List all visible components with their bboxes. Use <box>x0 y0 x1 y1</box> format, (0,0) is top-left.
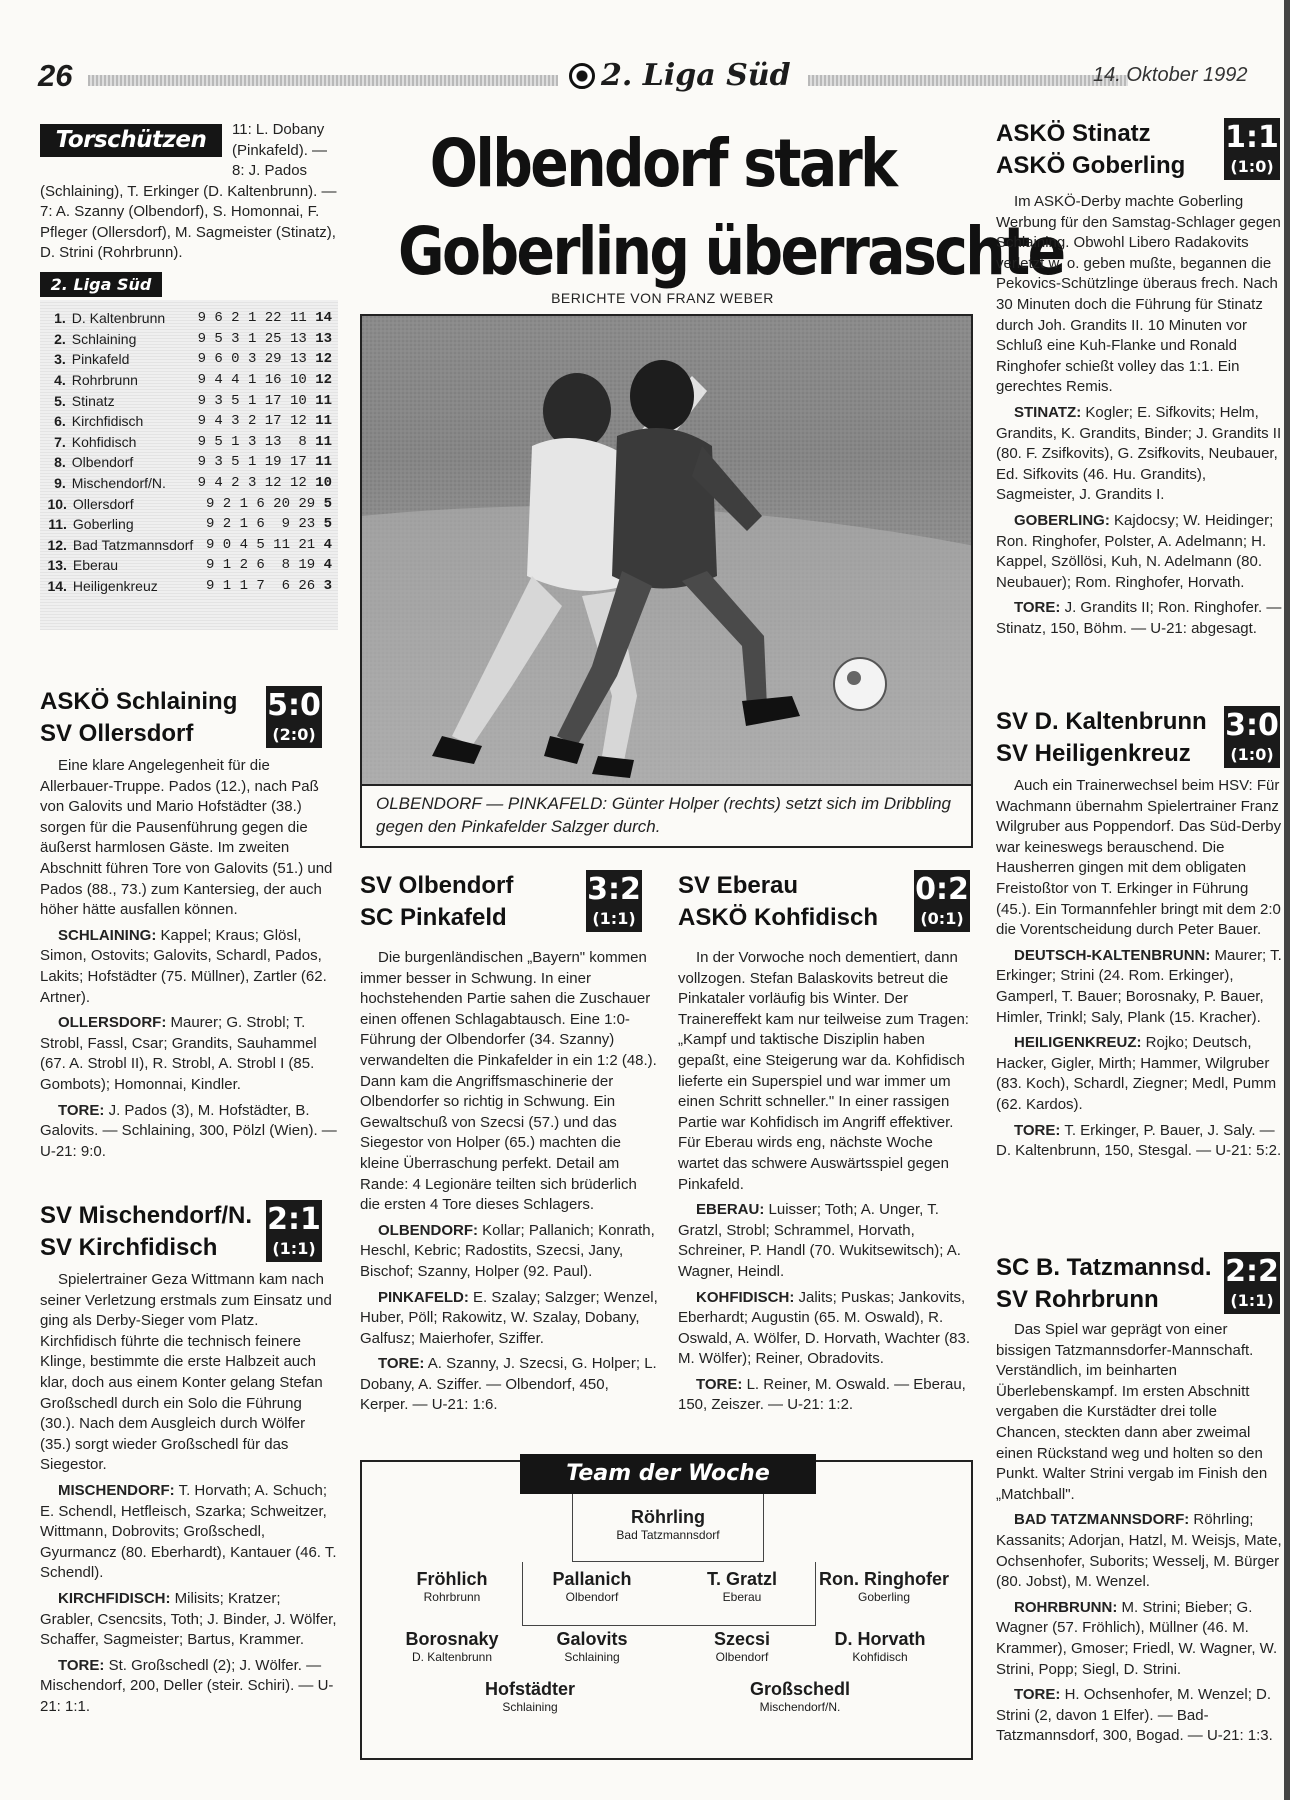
report-body: Das Spiel war geprägt von einer bissigen Tatzmannsdorfer-Mannschaft. Verständlich, im beinharten Überlebenskampf. Im ersten Abschnitt vergaben die Kurstädter drei tolle Chancen, steckten dann aber zweimal einen Rückstand weg und holten so den Punkt. Walter Strini vergab im Finish den „Matchball". <box>996 1321 1268 1503</box>
standings-stats: 9 2 1 6 20 29 5 <box>205 495 332 512</box>
section-label: 2. Liga Süd <box>601 58 791 93</box>
goals-line: TORE: J. Pados (3), M. Hofstädter, B. Galovits. — Schlaining, 300, Pölzl (Wien). — U-21: 9:0. <box>40 1101 337 1160</box>
player-slot: Fröhlich Rohrbrunn <box>416 1569 488 1604</box>
standings-row <box>46 452 332 473</box>
standings-rank: 6. <box>54 413 66 430</box>
standings-row <box>46 308 332 329</box>
match-teams: SV Eberau ASKÖ Kohfidisch <box>678 872 879 931</box>
standings-rank: 14. <box>47 578 67 595</box>
lineup-home: EBERAU: Luisser; Toth; A. Unger, T. Gratzl, Strobl; Schrammel, Horvath, Schreiner, P. Handl (70. Wukitsewitsch); A. Wagner, Heindl. <box>678 1201 961 1280</box>
standings-stats: 9 1 2 6 8 19 4 <box>205 557 332 574</box>
standings-team: Goberling <box>72 516 134 533</box>
standings-team: Eberau <box>72 557 119 574</box>
match-report-schlaining <box>40 756 338 1196</box>
binding-edge <box>1284 0 1290 1800</box>
standings-row <box>46 576 332 597</box>
standings-table <box>40 300 338 630</box>
standings-stats: 9 6 2 1 22 11 14 <box>197 310 332 327</box>
issue-date: 14. Oktober 1992 <box>1093 64 1248 86</box>
standings-team: Heiligenkreuz <box>72 578 158 595</box>
standings-rank: 3. <box>54 351 66 368</box>
standings-team: Olbendorf <box>71 454 134 471</box>
goals-line: TORE: A. Szanny, J. Szecsi, G. Holper; L. Dobany, A. Sziffer. — Olbendorf, 450, Kerper. — U-21: 1:6. <box>360 1355 657 1414</box>
lineup-away: KIRCHFIDISCH: Milisits; Kratzer; Grabler, Csencsits, Toth; J. Binder, J. Wölfer, Schaffer, Sagmeister; Bartus, Krammer. <box>40 1589 337 1649</box>
standings-stats: 9 2 1 6 9 23 5 <box>205 516 332 533</box>
standings-stats: 9 3 5 1 17 10 11 <box>197 392 332 409</box>
lineup-home: BAD TATZMANNSDORF: Röhrling; Kassanits; Adorjan, Hatzl, M. Weisjs, Mate, Ochsenhofer, Suborits; Wesselj, M. Bürger (80. Jobst), M. Wenzel. <box>996 1511 1282 1591</box>
player-slot: Borosnaky D. Kaltenbrunn <box>405 1629 499 1664</box>
match-report-mischendorf <box>40 1270 338 1770</box>
header-rule-right <box>808 75 1128 86</box>
report-body: Auch ein Trainerwechsel beim HSV: Für Wachmann übernahm Spielertrainer Franz Wilgruber aus Poppendorf. Das Süd-Derby war keineswegs berauschend. Die Hausherren gingen mit dem obligaten Freistoßtor von T. Erkinger in Führung (45.). Ein Tormannfehler bringt mit dem 2:0 die Vorentscheidung durch Peter Bauer. <box>996 777 1282 939</box>
lineup-home: MISCHENDORF: T. Horvath; A. Schuch; E. Schendl, Hetfleisch, Szarka; Schweitzer, Wittmann, Dobrovits; Großschedl, Gyurmancz (80. Eberhardt), Kantauer (46. T. Schendl). <box>40 1481 337 1582</box>
match-teams: ASKÖ Schlaining SV Ollersdorf <box>40 688 238 747</box>
standings-row <box>46 411 332 432</box>
match-teams: SV D. Kaltenbrunn SV Heiligenkreuz <box>996 708 1207 767</box>
goals-line: TORE: L. Reiner, M. Oswald. — Eberau, 150, Zeiszer. — U-21: 1:2. <box>678 1375 966 1414</box>
standings-stats: 9 0 4 5 11 21 4 <box>205 536 332 553</box>
lineup-away: PINKAFELD: E. Szalay; Salzger; Wenzel, Huber, Pöll; Rakowitz, W. Szalay, Dobany, Galfusz; Maierhofer, Sziffer. <box>360 1288 658 1347</box>
player-slot: Szecsi Olbendorf <box>713 1629 771 1664</box>
standings-rank: 9. <box>54 475 66 492</box>
section-title <box>569 58 791 93</box>
standings-team: D. Kaltenbrunn <box>71 310 166 327</box>
standings-team: Rohrbrunn <box>71 372 138 389</box>
team-der-woche-title: Team der Woche <box>520 1454 816 1494</box>
standings-row <box>46 473 332 494</box>
player-slot: D. Horvath Kohfidisch <box>834 1629 926 1664</box>
player-slot: T. Gratzl Eberau <box>706 1569 777 1604</box>
match-report-eberau <box>678 948 974 1448</box>
standings-stats: 9 4 3 2 17 12 11 <box>197 413 332 430</box>
standings-team: Stinatz <box>71 392 115 409</box>
lineup-home: DEUTSCH-KALTENBRUNN: Maurer; T. Erkinger; Strini (24. Rom. Erkinger), Gamperl, T. Bauer; Borosnaky, P. Bauer, Himler, Trinkl; Saly, Plank (15. Kracher). <box>996 946 1282 1026</box>
match-header-eberau <box>678 870 976 934</box>
standings-row <box>46 432 332 453</box>
standings-rank: 2. <box>54 330 66 347</box>
lineup-away: HEILIGENKREUZ: Rojko; Deutsch, Hacker, Gigler, Mirth; Hammer, Wilgruber (83. Koch), Schardl, Ziegner; Medl, Pumm (62. Kardos). <box>996 1034 1277 1113</box>
standings-stats: 9 5 1 3 13 8 11 <box>197 433 332 450</box>
lineup-home: SCHLAINING: Kappel; Kraus; Glösl, Simon, Ostovits; Galovits, Schardl, Pados, Lakits; Hofstädter (75. Müllner), Zartler (62. Artner). <box>40 926 327 1006</box>
report-body: Eine klare Angelegenheit für die Allerbauer-Truppe. Pados (12.), nach Paß von Galovits und Mario Hofstädter (38.) sorgen für die Pausenführung gegen die äußerst harmlosen Gäste. Im zweiten Abschnitt führen Tore von Galovits (51.) und Pados (88., 73.) zum Kantersieg, der auch höher hätte ausfallen können. <box>40 757 333 919</box>
match-teams: SV Mischendorf/N. SV Kirchfidisch <box>40 1202 253 1261</box>
report-body: Spielertrainer Geza Wittmann kam nach seiner Verletzung erstmals zum Einsatz und ging als Derby-Sieger vom Platz. Kirchfidisch führte die technisch feinere Klinge, bestimmte die erste Halbzeit auch klar, doch aus einem Konter gelang Stefan Großschedl durch ein Solo die Führung (30.). Nach dem Ausgleich durch Wölfer (35.) sorgt wieder Großschedl für das Siegestor. <box>40 1271 332 1474</box>
page-header <box>38 58 1290 98</box>
match-report-olbendorf <box>360 948 658 1448</box>
goals-line: TORE: H. Ochsenhofer, M. Wenzel; D. Strini (2, davon 1 Elfer). — Bad-Tatzmannsdorf, 300, Bogad. — U-21: 1:3. <box>996 1686 1273 1745</box>
player-slot: Röhrling Bad Tatzmannsdorf <box>616 1507 720 1542</box>
standings-stats: 9 4 4 1 16 10 12 <box>197 372 332 389</box>
report-body: Die burgenländischen „Bayern" kommen immer besser in Schwung. In einer hochstehenden Partie sahen die Zuschauer einen offenen Schlagabtausch. Eine 1:0-Führung der Olbendorfer (34. Szanny) verwandelten die Pinkafelder in ein 1:2 (48.). Dann kam die Angriffsmaschinerie der Olbendorfer so richtig in Schwung. Ein Gewaltschuß von Szecsi (57.) und das Siegestor von Holper (65.) machten die kleine Überraschung perfekt. Detail am Rande: 4 Legionäre teilten sich brüderlich die ersten 4 Tore dieses Schlagers. <box>360 949 657 1214</box>
match-teams: SV Olbendorf SC Pinkafeld <box>360 872 514 931</box>
standings-row <box>46 555 332 576</box>
main-headline: Olbendorf stark Goberling überraschte <box>398 125 1064 290</box>
torschuetzen-text: 11: L. Dobany (Pinkafeld). — 8: J. Pados (Schlaining), T. Erkinger (D. Kaltenbrunn). — 7: A. Szanny (Olbendorf), S. Homonnai, F. Pfleger (Ollersdorf), M. Sagmeister (Stinatz), D. Strini (Rohrbrunn). <box>40 121 337 261</box>
standings-rank: 13. <box>47 557 67 574</box>
standings-row <box>46 493 332 514</box>
standings-rank: 11. <box>48 516 67 533</box>
goals-line: TORE: St. Großschedl (2); J. Wölfer. — Mischendorf, 200, Deller (steir. Schiri). — U-21: 1:1. <box>40 1656 334 1715</box>
score-badge: 3:2 (1:1) <box>586 870 642 932</box>
match-header-kaltenbrunn <box>996 706 1288 770</box>
match-report-stinatz <box>996 192 1282 682</box>
score-badge: 3:0 (1:0) <box>1224 706 1280 768</box>
match-report-kaltenbrunn <box>996 776 1282 1246</box>
standings-team: Kirchfidisch <box>71 413 144 430</box>
standings-stats: 9 4 2 3 12 12 10 <box>197 475 332 492</box>
player-slot: Galovits Schlaining <box>556 1629 628 1664</box>
goals-line: TORE: J. Grandits II; Ron. Ringhofer. — Stinatz, 150, Böhm. — U-21: abgesagt. <box>996 599 1282 637</box>
torschuetzen-title: Torschützen <box>40 124 222 157</box>
standings-team: Ollersdorf <box>72 495 134 512</box>
header-rule-left <box>88 75 558 86</box>
standings-row <box>46 349 332 370</box>
match-photo <box>360 314 973 786</box>
football-players-photo <box>362 316 973 786</box>
lineup-away: GOBERLING: Kajdocsy; W. Heidinger; Ron. Ringhofer, Polster, A. Adelmann; H. Kappel, Szöllösi, Kuh, N. Adelmann (80. Neubauer); Rom. Ringhofer, Horvath. <box>996 511 1274 591</box>
standings-row <box>46 370 332 391</box>
standings-row <box>46 514 332 535</box>
lineup-away: OLLERSDORF: Maurer; G. Strobl; T. Strobl, Fassl, Csar; Grandits, Sauhammel (67. A. Strobl II), R. Strobl, A. Strobl I (85. Gombots); Homonnai, Kindler. <box>40 1014 317 1093</box>
standings-title: 2. Liga Süd <box>40 272 162 297</box>
standings-rank: 12. <box>47 536 67 553</box>
match-teams: ASKÖ Stinatz ASKÖ Goberling <box>996 120 1186 179</box>
photo-caption: OLBENDORF — PINKAFELD: Günter Holper (rechts) setzt sich im Dribbling gegen den Pinkafelder Salzger durch. <box>360 786 973 848</box>
player-slot: Ron. Ringhofer Goberling <box>819 1569 949 1604</box>
standings-team: Pinkafeld <box>71 351 130 368</box>
standings-row <box>46 535 332 556</box>
standings-team: Mischendorf/N. <box>71 475 166 492</box>
standings-stats: 9 5 3 1 25 13 13 <box>197 330 332 347</box>
standings-team: Schlaining <box>71 330 137 347</box>
score-badge: 2:2 (1:1) <box>1224 1252 1280 1314</box>
player-slot: Großschedl Mischendorf/N. <box>749 1679 851 1714</box>
lineup-home: STINATZ: Kogler; E. Sifkovits; Helm, Grandits, K. Grandits, Binder; J. Grandits II (80. F. Zsifkovits), G. Zsifkovits, Neubauer, Ed. Sifkovits (46. Hu. Grandits), Sagmeister, J. Grandits I. <box>996 403 1282 504</box>
score-badge: 0:2 (0:1) <box>914 870 970 932</box>
score-badge: 2:1 (1:1) <box>266 1200 322 1262</box>
standings-rank: 4. <box>54 372 66 389</box>
standings-row <box>46 329 332 350</box>
standings-stats: 9 1 1 7 6 26 3 <box>205 578 332 595</box>
lineup-away: ROHRBRUNN: M. Strini; Bieber; G. Wagner (57. Fröhlich), Müllner (46. M. Krammer), Gmoser; Friedl, W. Wagner, W. Strini, Popp; Siegl, D. Strini. <box>996 1598 1278 1678</box>
standings-rank: 7. <box>54 433 66 450</box>
match-header-mischendorf <box>40 1200 338 1264</box>
standings-stats: 9 6 0 3 29 13 12 <box>197 351 332 368</box>
standings-team: Bad Tatzmannsdorf <box>72 536 194 553</box>
standings-rank: 8. <box>54 454 66 471</box>
page-number: 26 <box>38 58 73 93</box>
match-header-stinatz <box>996 118 1288 182</box>
football-icon <box>569 63 595 89</box>
report-body: Im ASKÖ-Derby machte Goberling Werbung für den Samstag-Schlager gegen Schlaining. Obwohl Libero Radakovits verletzt w. o. geben mußte, begannen die Pekovics-Schützlinge überaus frech. Nach 30 Minuten doch die Führung für Stinatz durch Joh. Grandits II. 10 Minuten vor Schluß eine Kuh-Flanke und Ronald Ringhofer schießt volley das 1:1. Ein gerechtes Remis. <box>996 193 1281 396</box>
match-header-schlaining <box>40 686 338 750</box>
report-body: In der Vorwoche noch dementiert, dann vollzogen. Stefan Balaskovits betreut die Pinkataler vorläufig bis Winter. Der Trainereffekt kam nur teilweise zum Tragen: „Kampf und taktische Disziplin haben gepaßt, eine Steigerung war da. Kohfidisch lieferte ein Superspiel und war immer um einen Schritt schneller." In einer rassigen Partie war Kohfidisch im Angriff effektiver. Für Eberau wirds eng, nächste Woche wartet das schwere Auswärtsspiel gegen Pinkafeld. <box>678 949 969 1193</box>
match-header-olbendorf <box>360 870 658 934</box>
lineup-home: OLBENDORF: Kollar; Pallanich; Konrath, Heschl, Kebric; Radostits, Szecsi, Jany, Bischof; Szanny, Holper (92. Paul). <box>360 1221 655 1280</box>
lineup-away: KOHFIDISCH: Jalits; Puskas; Jankovits, Eberhardt; Augustin (65. M. Oswald), R. Oswald, A. Wölfer, D. Horvath, Wachter (83. M. Wölfer); Reiner, Obradovits. <box>678 1288 971 1368</box>
score-badge: 1:1 (1:0) <box>1224 118 1280 180</box>
byline: BERICHTE VON FRANZ WEBER <box>551 290 774 306</box>
match-report-tatzmannsdorf <box>996 1320 1282 1790</box>
standings-rank: 10. <box>47 495 67 512</box>
standings-stats: 9 3 5 1 19 17 11 <box>197 454 332 471</box>
score-badge: 5:0 (2:0) <box>266 686 322 748</box>
team-der-woche <box>360 1460 973 1760</box>
match-teams: SC B. Tatzmannsd. SV Rohrbrunn <box>996 1254 1212 1313</box>
match-header-tatzmannsdorf <box>996 1252 1288 1316</box>
player-slot: Hofstädter Schlaining <box>484 1679 575 1714</box>
standings-team: Kohfidisch <box>71 433 137 450</box>
standings-rank: 1. <box>54 310 66 327</box>
standings-rank: 5. <box>54 392 66 409</box>
player-slot: Pallanich Olbendorf <box>552 1569 632 1604</box>
goals-line: TORE: T. Erkinger, P. Bauer, J. Saly. — D. Kaltenbrunn, 150, Stesgal. — U-21: 5:2. <box>996 1121 1282 1160</box>
standings-row <box>46 390 332 411</box>
